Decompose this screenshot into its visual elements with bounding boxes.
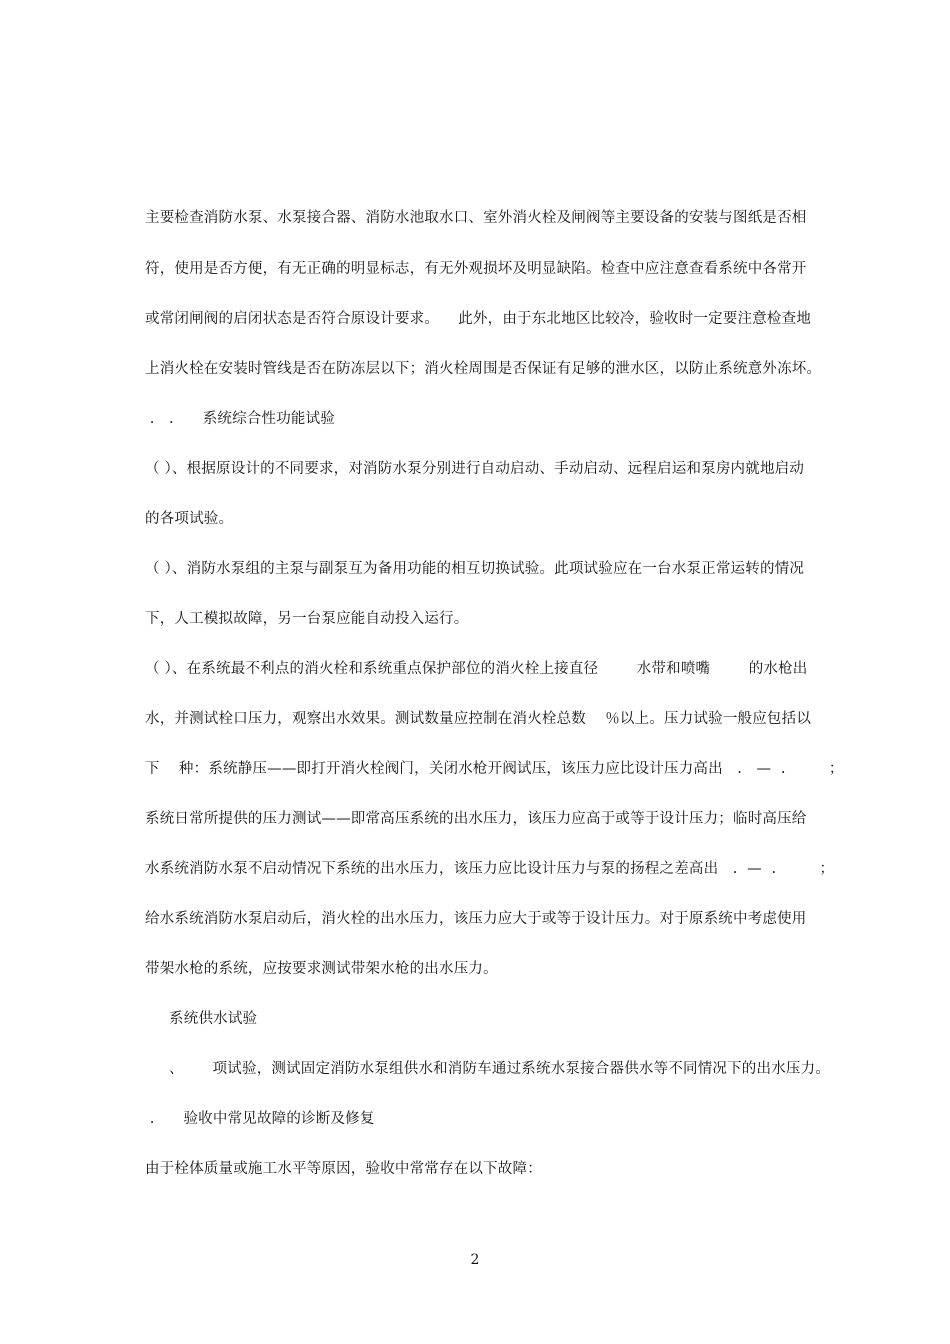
- text-line: 主要检查消防水泵、水泵接合器、消防水池取水口、室外消火栓及闸阀等主要设备的安装与图纸是否相: [145, 210, 807, 226]
- text-line: 带架水枪的系统，应按要求测试带架水枪的出水压力。: [145, 961, 498, 977]
- section-heading: . 验收中常见故障的诊断及修复: [145, 1111, 375, 1127]
- text-line: 水，并测试栓口压力，观察出水效果。测试数量应控制在消火栓总数 ％以上。压力试验一般应包括以: [145, 711, 812, 727]
- text-line: 符，使用是否方便，有无正确的明显标志，有无外观损坏及明显缺陷。检查中应注意查看系统中各常开: [145, 261, 807, 277]
- section-heading: 系统供水试验: [145, 1011, 258, 1027]
- text-line: 系统日常所提供的压力测试——即常高压系统的出水压力，该压力应高于或等于设计压力；临时高压给: [145, 811, 807, 827]
- text-line: 由于栓体质量或施工水平等原因，验收中常常存在以下故障：: [145, 1161, 542, 1177]
- text-line: （ ）、根据原设计的不同要求，对消防水泵分别进行自动启动、手动启动、远程启运和泵房内就地启动: [145, 461, 805, 477]
- text-line: 下 种：系统静压——即打开消火栓阀门，关闭水枪开阀试压，该压力应比设计压力高出 . — . ；: [145, 761, 844, 777]
- text-line: 上消火栓在安装时管线是否在防冻层以下；消火栓周围是否保证有足够的泄水区，以防止系统意外冻坏。: [145, 361, 822, 377]
- page-number: 2: [470, 1252, 480, 1268]
- text-line: （ ）、在系统最不利点的消火栓和系统重点保护部位的消火栓上接直径 水带和喷嘴 的水枪出: [145, 661, 808, 677]
- text-line: 给水系统消防水泵启动后，消火栓的出水压力，该压力应大于或等于设计压力。对于原系统中考虑使用: [145, 911, 807, 927]
- text-line: （ ）、消防水泵组的主泵与副泵互为备用功能的相互切换试验。此项试验应在一台水泵正常运转的情况: [145, 561, 805, 577]
- text-line: 水系统消防水泵不启动情况下系统的出水压力，该压力应比设计压力与泵的扬程之差高出 . — . ；: [145, 861, 835, 877]
- text-line: 或常闭闸阀的启闭状态是否符合原设计要求。 此外，由于东北地区比较冷，验收时一定要注意检查地: [145, 311, 812, 327]
- text-line: 、 项试验，测试固定消防水泵组供水和消防车通过系统水泵接合器供水等不同情况下的出水压力。: [145, 1061, 830, 1077]
- text-line: 的各项试验。: [145, 511, 234, 527]
- section-heading: . . 系统综合性功能试验: [145, 411, 336, 427]
- text-line: 下，人工模拟故障，另一台泵应能自动投入运行。: [145, 611, 469, 627]
